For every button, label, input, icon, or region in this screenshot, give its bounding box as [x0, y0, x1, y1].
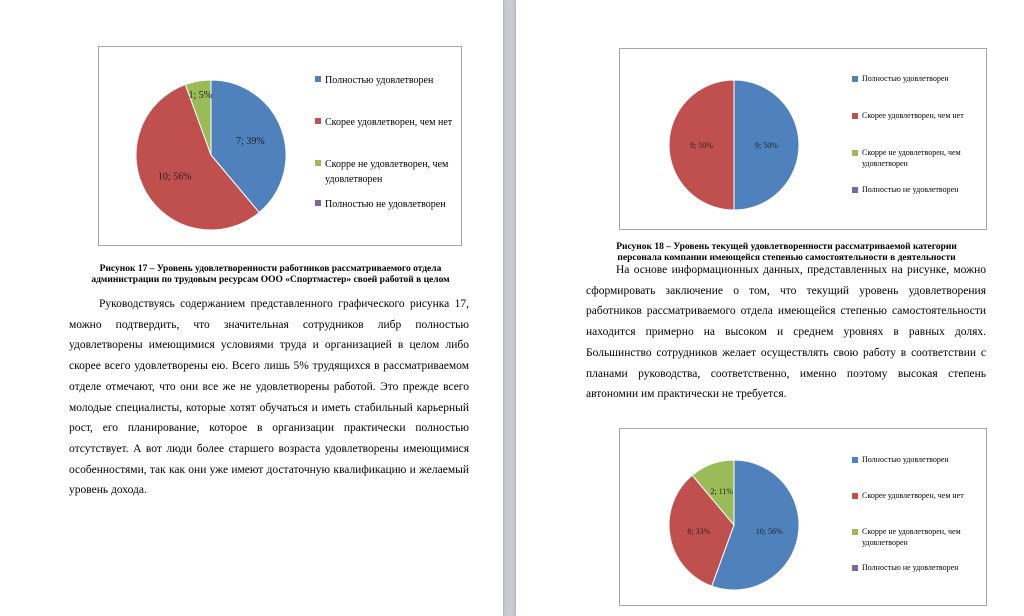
legend-label: Скорее удовлетворен, чем нет [862, 491, 964, 500]
pie-data-label: 1; 5% [188, 89, 213, 101]
document-page-right [516, 0, 1024, 616]
legend-swatch-purple [315, 200, 321, 206]
legend-item-fully-satisfied [852, 73, 949, 84]
body-paragraph-left: Руководствуясь содержанием представленного графического рисунка 17, можно подтвердить, что значительная сотрудников либр полностью удовлетворены имеющимися условиями труда и организацией в целом либо скорее всего удовлетворены ею. Всего лишь 5% трудящихся в рассматриваемом отделе отмечают, что они все же не удовлетворены работой. Это прежде всего молодые специалисты, которые хотят обучаться и иметь стабильный карьерный рост, его планирование, которое в организации практически полностью отсутствует. А вот люди более старшего возраста удовлетворены имеющимися особенностями, так как они уже имеют достаточную квалификацию и желаемый уровень дохода. [69, 298, 469, 497]
legend-label: Полностью не удовлетворен [862, 185, 959, 194]
legend-item-fully-satisfied [852, 454, 949, 465]
legend-item-fully-unsatisfied [852, 562, 958, 573]
legend-swatch-red [852, 113, 858, 119]
legend-item-fully-satisfied [315, 73, 433, 88]
pie-data-label: 7; 39% [236, 136, 265, 148]
figure-caption-17: Рисунок 17 – Уровень удовлетворенности работников рассматриваемого отдела администрации по трудовым ресурсам ООО «Спортмастер» своей работой в целом [91, 264, 450, 285]
legend-swatch-red [315, 118, 321, 124]
pie-data-label: 6; 33% [687, 527, 711, 537]
legend-swatch-blue [852, 457, 858, 463]
legend-swatch-green [315, 160, 321, 166]
legend-label: Скорее удовлетворен, чем нет [862, 111, 964, 120]
legend-swatch-blue [852, 76, 858, 82]
chart-satisfaction-overall [98, 46, 462, 246]
legend-item-fully-unsatisfied [315, 197, 446, 212]
legend-item-fully-unsatisfied [852, 184, 958, 195]
chart-autonomy-satisfaction [619, 48, 987, 230]
legend-label: Скорре не удовлетворен, чем удовлетворен [862, 527, 961, 547]
legend-swatch-purple [852, 187, 858, 193]
legend-swatch-blue [315, 76, 321, 82]
legend-item-rather-unsatisfied [315, 157, 460, 187]
legend-label: Полностью удовлетворен [325, 75, 434, 86]
body-paragraph-right: На основе информационных данных, представленных на рисунке, можно сформировать заключение о том, что текущий уровень удовлетворения работников рассматриваемого отдела имеющейся степенью самостоятельности находится примерно на высоком и среднем уровнях в равных долях. Большинство сотрудников желает осуществлять свою работу в соответствии с планами руководства, соответственно, именно поэтому высокая степень автономии им практически не требуется. [586, 264, 986, 401]
pie-data-label: 9; 50% [690, 140, 713, 150]
legend-label: Полностью удовлетворен [862, 455, 949, 464]
legend-label: Полностью не удовлетворен [325, 199, 446, 210]
legend-swatch-purple [852, 565, 858, 571]
legend-label: Полностью удовлетворен [862, 74, 949, 83]
figure-caption-18: Рисунок 18 – Уровень текущей удовлетворенности рассматриваемой категории персонала компании имеющейся степенью самостоятельности в деятельности [616, 242, 957, 263]
legend-item-rather-satisfied [852, 110, 964, 121]
legend-swatch-red [852, 493, 858, 499]
pie-data-label: 10; 56% [157, 171, 192, 183]
document-page-left [0, 0, 503, 616]
legend-label: Скорре не удовлетворен, чем удовлетворен [862, 148, 961, 168]
legend-item-rather-unsatisfied [852, 526, 984, 548]
chart-third-pie [619, 428, 987, 606]
legend-label: Скорре не удовлетворен, чем удовлетворен [325, 159, 449, 185]
legend-swatch-green [852, 150, 858, 156]
pie-data-label: 9; 50% [755, 140, 778, 150]
pie-data-label: 2; 11% [710, 487, 734, 497]
legend-label: Скорее удовлетворен, чем нет [325, 117, 453, 128]
legend-swatch-green [852, 529, 858, 535]
legend-item-rather-unsatisfied [852, 147, 984, 169]
legend-item-rather-satisfied [315, 115, 452, 130]
legend-item-rather-satisfied [852, 490, 964, 501]
legend-label: Полностью не удовлетворен [862, 563, 959, 572]
pie-data-label: 10; 56% [755, 527, 783, 537]
